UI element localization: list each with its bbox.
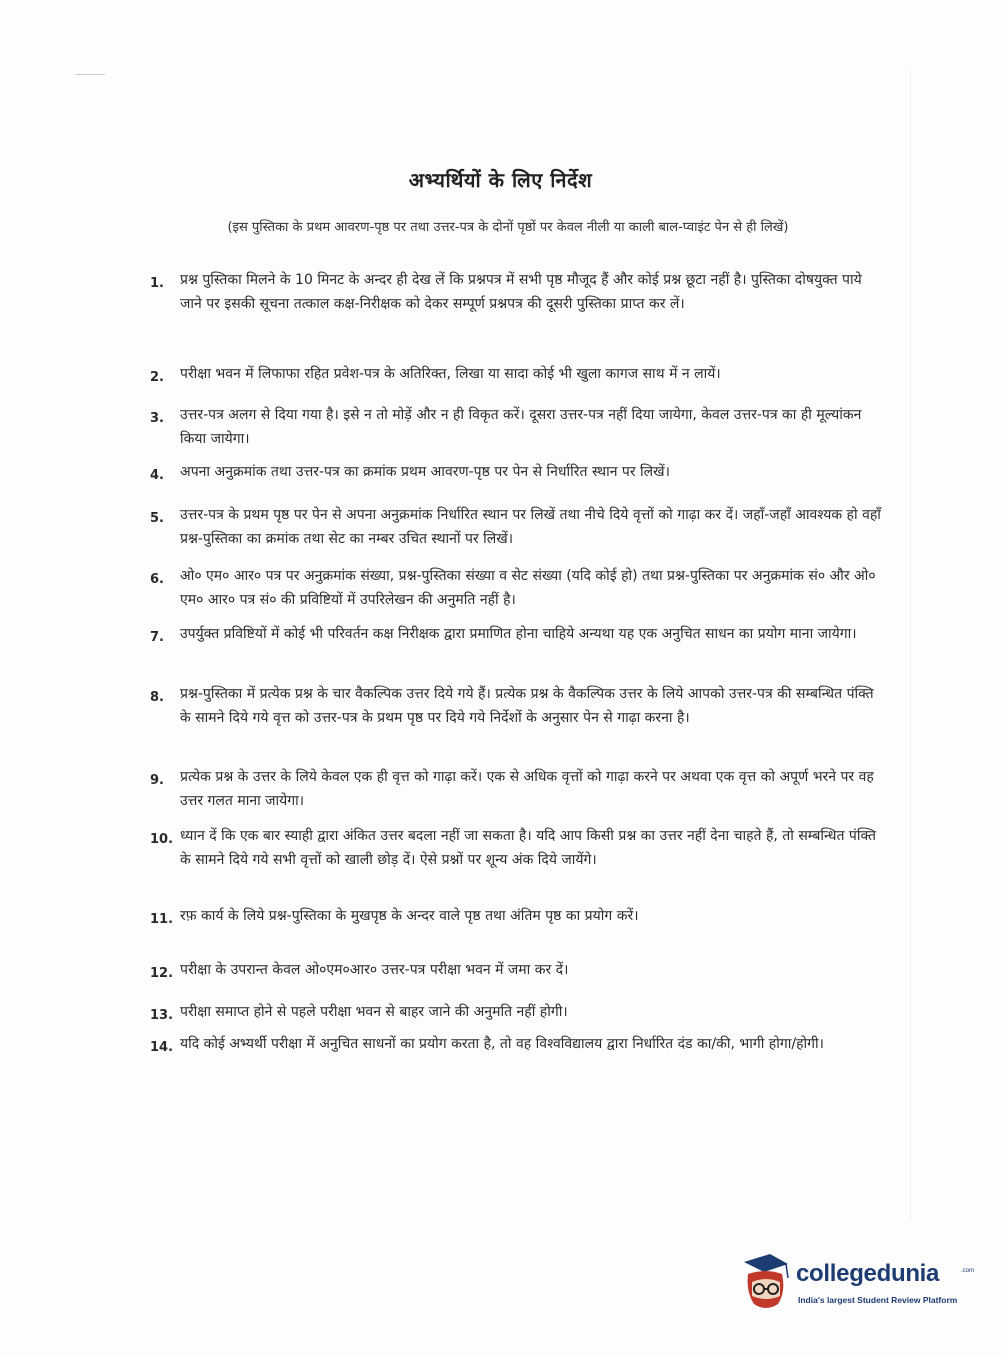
instruction-item	[150, 765, 885, 813]
instruction-item	[150, 362, 885, 390]
instruction-item	[150, 824, 885, 872]
instruction-item	[150, 503, 885, 551]
instruction-item	[150, 1000, 885, 1028]
instruction-item	[150, 958, 885, 986]
brand-name: collegedunia	[796, 1260, 940, 1287]
instruction-item	[150, 460, 885, 488]
instruction-number: 3.	[150, 411, 164, 426]
page-subtitle: (इस पुस्तिका के प्रथम आवरण-पृष्ठ पर तथा उत्तर-पत्र के दोनों पृष्ठों पर केवल नीली या काली बाल-प्वाइंट पेन से ही लिखें)	[227, 220, 789, 235]
instruction-number: 4.	[150, 468, 164, 483]
instruction-item	[150, 682, 885, 730]
student-mascot-icon	[740, 1252, 792, 1312]
instruction-number: 13.	[150, 1008, 174, 1023]
instruction-number: 11.	[150, 912, 174, 927]
instruction-text: ध्यान दें कि एक बार स्याही द्वारा अंकित उत्तर बदला नहीं जा सकता है। यदि आप किसी प्रश्न का उत्तर नहीं देना चाहते हैं, तो सम्बन्धित पंक्ति के सामने दिये गये सभी वृत्तों को खाली छोड़ दें। ऐसे प्रश्नों पर शून्य अंक दिये जायेंगे।	[180, 828, 876, 868]
instruction-number: 12.	[150, 966, 174, 981]
scan-edge	[910, 70, 911, 1220]
instruction-text: उत्तर-पत्र अलग से दिया गया है। इसे न तो मोड़ें और न ही विकृत करें। दूसरा उत्तर-पत्र नहीं दिया जायेगा, केवल उत्तर-पत्र का ही मूल्यांकन किया जायेगा।	[180, 407, 862, 447]
brand-suffix: .com	[961, 1268, 975, 1274]
instruction-text: रफ़ कार्य के लिये प्रश्न-पुस्तिका के मुखपृष्ठ के अन्दर वाले पृष्ठ तथा अंतिम पृष्ठ का प्रयोग करें।	[180, 908, 639, 924]
instruction-text: परीक्षा के उपरान्त केवल ओ०एम०आर० उत्तर-पत्र परीक्षा भवन में जमा कर दें।	[180, 962, 569, 978]
instruction-item	[150, 1032, 885, 1060]
page-title: अभ्यर्थियों के लिए निर्देश	[408, 168, 593, 192]
instruction-number: 7.	[150, 630, 164, 645]
instruction-text: प्रश्न-पुस्तिका में प्रत्येक प्रश्न के चार वैकल्पिक उत्तर दिये गये हैं। प्रत्येक प्रश्न के वैकल्पिक उत्तर के लिये आपको उत्तर-पत्र की सम्बन्धित पंक्ति के सामने दिये गये वृत्त को उत्तर-पत्र के प्रथम पृष्ठ पर दिये गये निर्देशों के अनुसार पेन से गाढ़ा करना है।	[180, 686, 874, 726]
instruction-text: अपना अनुक्रमांक तथा उत्तर-पत्र का क्रमांक प्रथम आवरण-पृष्ठ पर पेन से निर्धारित स्थान पर लिखें।	[180, 464, 670, 480]
instruction-number: 14.	[150, 1040, 174, 1055]
instruction-number: 9.	[150, 773, 164, 788]
instruction-number: 2.	[150, 370, 164, 385]
instruction-text: परीक्षा भवन में लिफाफा रहित प्रवेश-पत्र के अतिरिक्त, लिखा या सादा कोई भी खुला कागज साथ में न लायें।	[180, 366, 721, 382]
instruction-text: परीक्षा समाप्त होने से पहले परीक्षा भवन से बाहर जाने की अनुमति नहीं होगी।	[180, 1004, 568, 1020]
instruction-text: प्रत्येक प्रश्न के उत्तर के लिये केवल एक ही वृत्त को गाढ़ा करें। एक से अधिक वृत्तों को गाढ़ा करने पर अथवा एक वृत्त को अपूर्ण भरने पर वह उत्तर गलत माना जायेगा।	[180, 769, 874, 809]
instruction-number: 6.	[150, 572, 164, 587]
instruction-item	[150, 564, 885, 612]
instruction-text: उपर्युक्त प्रविष्टियों में कोई भी परिवर्तन कक्ष निरीक्षक द्वारा प्रमाणित होना चाहिये अन्यथा यह एक अनुचित साधन का प्रयोग माना जायेगा।	[180, 626, 857, 642]
instruction-item	[150, 622, 885, 650]
instruction-text: उत्तर-पत्र के प्रथम पृष्ठ पर पेन से अपना अनुक्रमांक निर्धारित स्थान पर लिखें तथा नीचे दिये वृत्तों को गाढ़ा कर दें। जहाँ-जहाँ आवश्यक हो वहाँ प्रश्न-पुस्तिका का क्रमांक तथा सेट का नम्बर उचित स्थानों पर लिखें।	[180, 507, 881, 547]
instruction-number: 8.	[150, 690, 164, 705]
brand-tagline: India's largest Student Review Platform	[798, 1295, 958, 1305]
instruction-number: 5.	[150, 511, 164, 526]
scan-mark	[75, 74, 105, 75]
instruction-text: ओ० एम० आर० पत्र पर अनुक्रमांक संख्या, प्रश्न-पुस्तिका संख्या व सेट संख्या (यदि कोई हो) तथा प्रश्न-पुस्तिका पर अनुक्रमांक सं० और ओ० एम० आर० पत्र सं० की प्रविष्टियों में उपरिलेखन की अनुमति नहीं है।	[180, 568, 876, 608]
instruction-item	[150, 904, 885, 932]
instruction-text: प्रश्न पुस्तिका मिलने के 10 मिनट के अन्दर ही देख लें कि प्रश्नपत्र में सभी पृष्ठ मौजूद हैं और कोई प्रश्न छूटा नहीं है। पुस्तिका दोषयुक्त पाये जाने पर इसकी सूचना तत्काल कक्ष-निरीक्षक को देकर सम्पूर्ण प्रश्नपत्र की दूसरी पुस्तिका प्राप्त कर लें।	[180, 272, 862, 312]
instruction-number: 10.	[150, 832, 174, 847]
instruction-text: यदि कोई अभ्यर्थी परीक्षा में अनुचित साधनों का प्रयोग करता है, तो वह विश्वविद्यालय द्वारा निर्धारित दंड का/की, भागी होगा/होगी।	[180, 1036, 824, 1052]
collegedunia-logo	[740, 1248, 975, 1318]
instruction-item	[150, 403, 885, 451]
instruction-item	[150, 268, 885, 316]
instruction-number: 1.	[150, 276, 164, 291]
